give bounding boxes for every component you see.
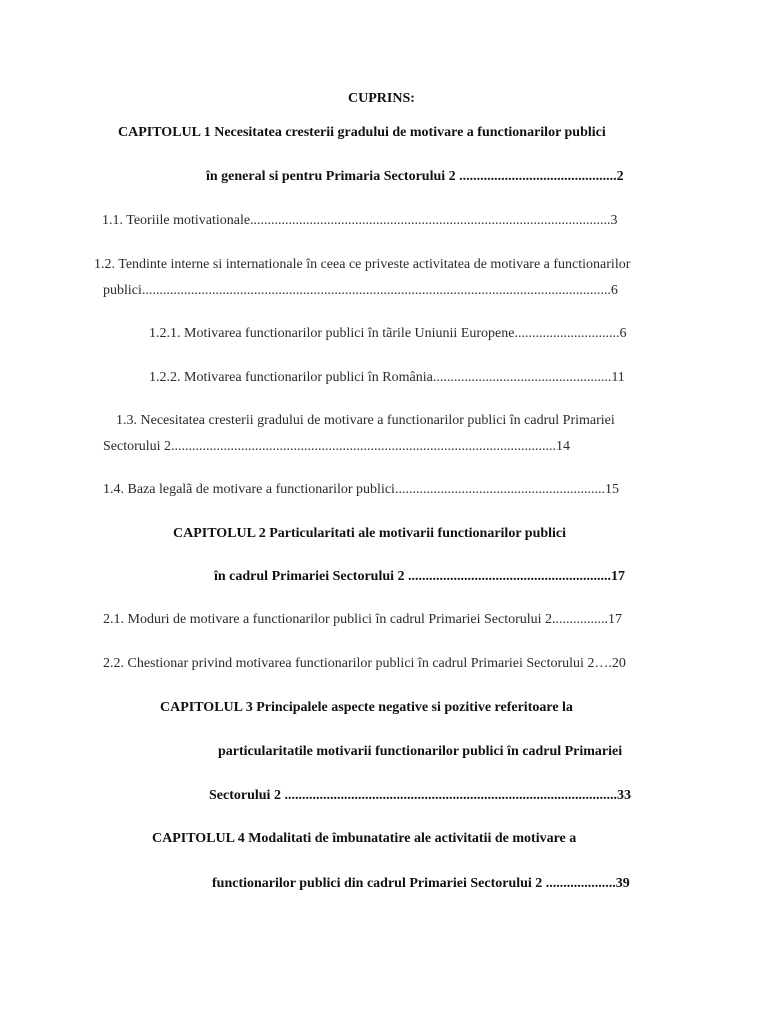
chapter-3-heading-line3: Sectorului 2 ...............................................................................................33 — [209, 788, 631, 803]
toc-title: CUPRINS: — [348, 91, 415, 106]
toc-entry-1-2-line2: publici......................................................................................................................................6 — [103, 283, 618, 298]
chapter-4-heading-line2: functionarilor publici din cadrul Primariei Sectorului 2 ....................39 — [212, 876, 630, 891]
chapter-4-heading-line1: CAPITOLUL 4 Modalitati de îmbunatatire ale activitatii de motivare a — [152, 831, 577, 846]
toc-entry-1-3-line1: 1.3. Necesitatea cresterii gradului de motivare a functionarilor publici în cadrul Primariei — [116, 413, 615, 428]
toc-entry-1-2-2: 1.2.2. Motivarea functionarilor publici în România...................................................11 — [149, 370, 625, 385]
toc-entry-2-2: 2.2. Chestionar privind motivarea functionarilor publici în cadrul Primariei Sectorului 2….20 — [103, 656, 626, 671]
chapter-3-heading-line1: CAPITOLUL 3 Principalele aspecte negative si pozitive referitoare la — [160, 700, 573, 715]
toc-entry-1-2-line1: 1.2. Tendinte interne si internationale în ceea ce priveste activitatea de motivare a functionarilor — [94, 257, 631, 272]
chapter-3-heading-line2: particularitatile motivarii functionarilor publici în cadrul Primariei — [218, 744, 623, 759]
toc-entry-1-1: 1.1. Teoriile motivationale.......................................................................................................3 — [102, 213, 618, 228]
chapter-2-heading-line1: CAPITOLUL 2 Particularitati ale motivarii functionarilor publici — [173, 526, 567, 541]
chapter-2-heading-line2: în cadrul Primariei Sectorului 2 ..........................................................17 — [214, 569, 626, 584]
toc-entry-2-1: 2.1. Moduri de motivare a functionarilor publici în cadrul Primariei Sectorului 2................17 — [103, 612, 623, 627]
toc-entry-1-3-line2: Sectorului 2..............................................................................................................14 — [103, 439, 571, 454]
toc-entry-1-4: 1.4. Baza legalã de motivare a functionarilor publici............................................................15 — [103, 482, 619, 497]
toc-entry-1-2-1: 1.2.1. Motivarea functionarilor publici în tãrile Uniunii Europene..............................6 — [149, 326, 627, 341]
chapter-1-heading-line2: în general si pentru Primaria Sectorului 2 .............................................2 — [206, 169, 624, 184]
chapter-1-heading-line1: CAPITOLUL 1 Necesitatea cresterii gradului de motivare a functionarilor publici — [118, 125, 606, 140]
